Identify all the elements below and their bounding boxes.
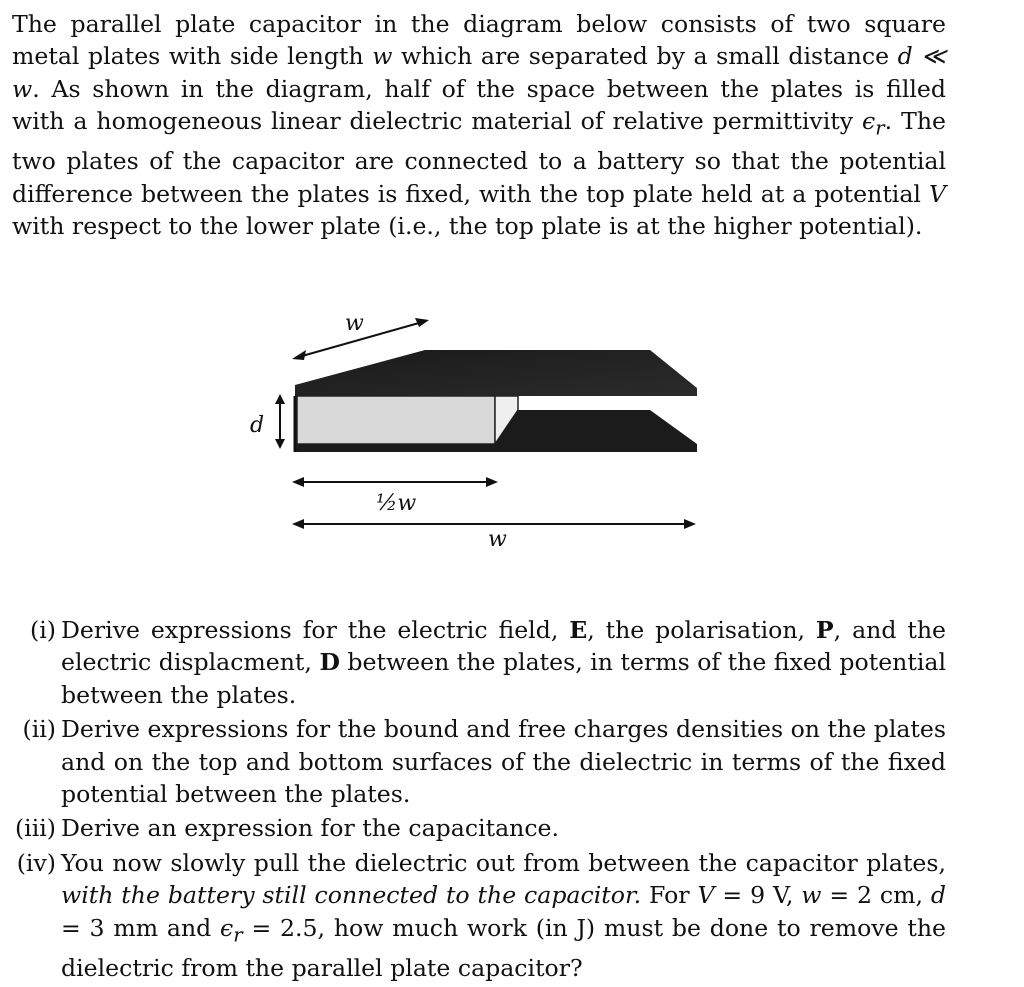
q1-P: P — [815, 616, 834, 644]
label-d: d — [250, 413, 265, 438]
q4-var-V: V — [697, 881, 715, 910]
q1-text-2: , the polarisation, — [587, 616, 816, 644]
problem-intro — [12, 8, 946, 243]
question-text: Derive an expression for the capacitance. — [61, 814, 560, 843]
question-iii — [0, 812, 946, 844]
q4-var-d: d — [930, 881, 947, 910]
question-list — [0, 614, 946, 986]
var-epsilon: ϵ — [862, 107, 876, 136]
question-number: (iii) — [14, 814, 56, 843]
dielectric-front — [297, 396, 495, 444]
q4-text-1: You now slowly pull the dielectric out from between the capacitor plates, — [61, 848, 946, 877]
top-plate — [295, 350, 697, 396]
capacitor-diagram — [240, 300, 720, 560]
question-iv — [0, 847, 946, 984]
label-w-top: w — [345, 311, 364, 336]
q4-var-w: w — [801, 881, 822, 910]
question-text — [61, 614, 946, 711]
q1-D: D — [319, 648, 340, 677]
question-ii — [0, 713, 946, 810]
q4-text-2: For — [641, 881, 698, 910]
q1-text-4: between the plates, in terms of the fixed potential between the plates. — [61, 648, 947, 709]
d-arrow — [275, 394, 285, 449]
q1-text-3: , and the electric displacment, — [61, 616, 946, 677]
label-half-w: ½w — [376, 491, 417, 516]
q4-value-d: = 3 mm and — [61, 913, 221, 942]
q4-text-3: = 2.5, how much work (in J) must be done to remove the dielectric from the parallel plate capacitor? — [61, 913, 946, 982]
q1-text-1: Derive expressions for the electric field, — [61, 616, 570, 644]
var-epsilon-subscript: r — [875, 116, 885, 140]
q4-italic-battery: with the battery still connected to the capacitor. — [61, 881, 642, 910]
var-w: w — [372, 42, 393, 71]
q4-var-epsilon-subscript: r — [233, 923, 243, 947]
intro-text-1: The parallel plate capacitor in the diagram below consists of two square metal plates with side length — [12, 10, 946, 71]
var-d-much-less-w: d ≪ w — [12, 42, 946, 103]
question-text — [61, 847, 946, 984]
q4-var-epsilon: ϵ — [220, 913, 234, 942]
label-w-bottom: w — [488, 527, 507, 552]
intro-text-5: with respect to the lower plate (i.e., the top plate is at the higher potential). — [12, 212, 923, 241]
var-V: V — [928, 179, 946, 208]
question-i — [0, 614, 946, 711]
q4-value-w: = 2 cm, — [821, 881, 931, 910]
q1-E: E — [569, 616, 588, 644]
question-number: (iv) — [16, 848, 56, 877]
question-text: Derive expressions for the bound and free charges densities on the plates and on the top and bottom surfaces of the dielectric in terms of the fixed potential between the plates. — [61, 715, 946, 809]
intro-text-3: . As shown in the diagram, half of the space between the plates is filled with a homogeneous linear dielectric material of relative permittivity — [12, 74, 946, 136]
intro-text-2: which are separated by a small distance — [392, 42, 898, 71]
q4-value-V: = 9 V, — [714, 881, 802, 910]
question-number: (ii) — [22, 715, 56, 744]
half-w-arrow — [292, 477, 498, 487]
intro-text-4: . The two plates of the capacitor are connected to a battery so that the potential difference between the plates is fixed, with the top plate held at a potential — [12, 107, 946, 208]
question-number: (i) — [30, 616, 56, 644]
